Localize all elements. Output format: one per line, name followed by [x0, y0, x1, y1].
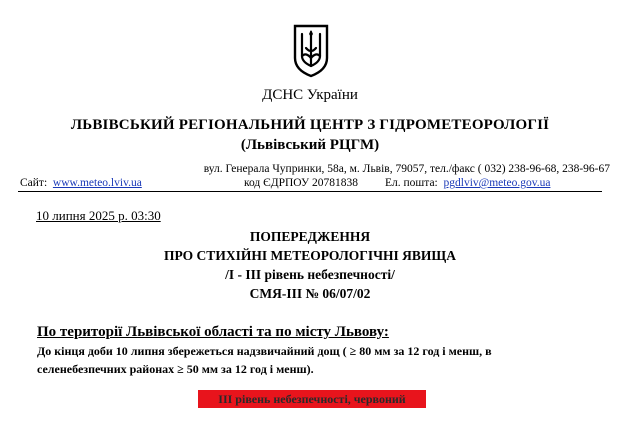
warning-number: СМЯ-ІІІ № 06/07/02: [249, 286, 371, 301]
warning-danger-range: /І - ІІІ рівень небезпечності/: [225, 267, 395, 282]
warning-subject: ПРО СТИХІЙНІ МЕТЕОРОЛОГІЧНІ ЯВИЩА: [164, 248, 456, 263]
trident-icon: [292, 22, 330, 78]
site-block: [20, 177, 142, 189]
region-heading: По території Львівської області та по місту Львову:: [37, 324, 389, 340]
email-label: Ел. пошта:: [385, 177, 438, 189]
email-link[interactable]: pgdlviv@meteo.gov.ua: [443, 177, 551, 189]
header-divider: [18, 191, 602, 192]
center-abbreviation: (Львівський РЦГМ): [240, 137, 380, 153]
edrpou-code: код ЄДРПОУ 20781838: [244, 177, 358, 189]
danger-level-badge: ІІІ рівень небезпечності, червоний: [198, 390, 426, 408]
warning-title: ПОПЕРЕДЖЕННЯ: [249, 229, 371, 244]
site-link[interactable]: www.meteo.lviv.ua: [52, 177, 142, 189]
document-date: 10 липня 2025 р. 03:30: [36, 208, 161, 223]
forecast-text-line: селенебезпечних районах ≥ 50 мм за 12 год і менш).: [37, 362, 314, 376]
forecast-text-line: До кінця доби 10 липня збережеться надзвичайний дощ ( ≥ 80 мм за 12 год і менш, в: [37, 344, 492, 358]
center-title: ЛЬВІВСЬКИЙ РЕГІОНАЛЬНИЙ ЦЕНТР З ГІДРОМЕТЕОРОЛОГІЇ: [70, 117, 550, 133]
address-line: вул. Генерала Чупринки, 58а, м. Львів, 79057, тел./факс ( 032) 238-96-68, 238-96-67: [203, 163, 610, 175]
agency-name: ДСНС України: [262, 87, 358, 103]
site-label: Сайт:: [20, 177, 48, 189]
email-block: [385, 177, 550, 189]
